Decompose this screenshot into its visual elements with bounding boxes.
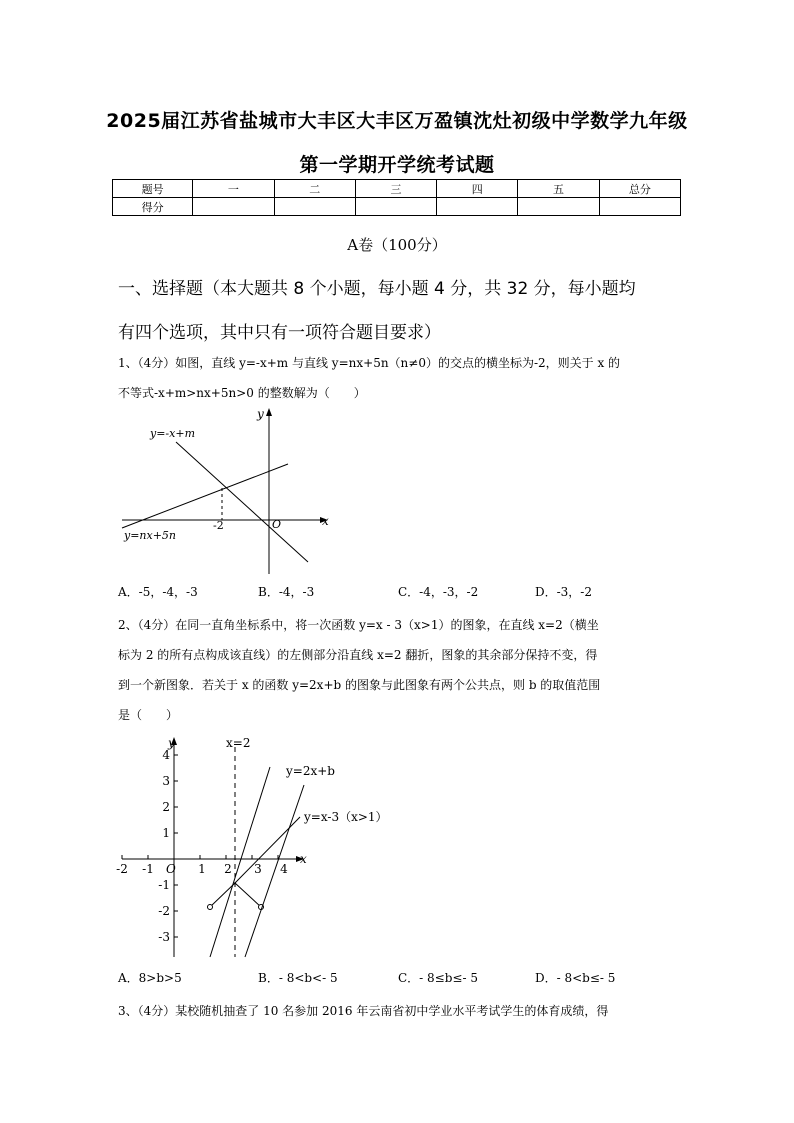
- q2-option-c[interactable]: C．- 8≤b≤- 5: [398, 971, 478, 985]
- y-tick-label: 3: [162, 774, 170, 788]
- q1-figure: [110, 402, 340, 580]
- q1-text-line1: 1、（4分）如图，直线 y=-x+m 与直线 y=nx+5n（n≠0）的交点的横坐标为-2，则关于 x 的: [118, 356, 621, 370]
- x-tick-label: 2: [224, 862, 232, 876]
- label-line-neg-x-plus-m: y=-x+m: [150, 427, 195, 440]
- x-tick-label: -1: [142, 862, 154, 876]
- q2-text-line4: 是（ ）: [118, 708, 179, 722]
- table-cell: 一: [193, 180, 274, 198]
- q2-text-line2: 标为 2 的所有点构成该直线）的左侧部分沿直线 x=2 翻折，图象的其余部分保持不变，得: [118, 648, 598, 662]
- y-tick-label: 1: [162, 826, 170, 840]
- table-cell: 得分: [113, 198, 193, 216]
- table-cell: [193, 198, 274, 216]
- label-y-2x-plus-b: y=2x+b: [286, 764, 335, 778]
- table-cell: 二: [274, 180, 355, 198]
- x-tick-label: 3: [254, 862, 262, 876]
- label-x-axis: x: [300, 852, 307, 866]
- q2-option-a[interactable]: A．8>b>5: [118, 971, 182, 985]
- doc-title-line2: 第一学期开学统考试题: [299, 154, 495, 176]
- table-cell: [518, 198, 599, 216]
- table-cell: 三: [355, 180, 436, 198]
- table-cell: [599, 198, 680, 216]
- label-x-axis: x: [322, 514, 329, 528]
- segment-to-open-point: [235, 883, 261, 907]
- label-x-eq-2: x=2: [226, 736, 251, 750]
- y-tick-label: -1: [158, 878, 170, 892]
- table-cell: [355, 198, 436, 216]
- section-heading-line1: 一、选择题（本大题共 8 个小题，每小题 4 分，共 32 分，每小题均: [118, 279, 636, 299]
- reflected-segment: [210, 883, 235, 907]
- y-tick-label: 2: [162, 800, 170, 814]
- x-tick-label: 1: [198, 862, 206, 876]
- table-cell: 题号: [113, 180, 193, 198]
- y-tick-label: -3: [158, 930, 170, 944]
- table-cell: 总分: [599, 180, 680, 198]
- line-y-x-minus-3: [235, 817, 300, 883]
- label-line-nx-plus-5n: y=nx+5n: [124, 529, 177, 542]
- line-y-neg-x-plus-m: [176, 442, 308, 562]
- q3-text-line1: 3、（4分）某校随机抽查了 10 名参加 2016 年云南省初中学业水平考试学生的体育成绩，得: [118, 1004, 609, 1018]
- y-tick-label: 4: [162, 748, 170, 762]
- q1-option-b[interactable]: B．-4，-3: [258, 585, 315, 599]
- table-cell: 五: [518, 180, 599, 198]
- label-origin: O: [272, 518, 282, 531]
- label-y-axis: y: [257, 407, 264, 421]
- section-heading-line2: 有四个选项，其中只有一项符合题目要求）: [118, 323, 441, 343]
- x-tick-label: 4: [280, 862, 288, 876]
- table-cell: [274, 198, 355, 216]
- q2-text-line1: 2、（4分）在同一直角坐标系中，将一次函数 y=x - 3（x>1）的图象，在直线 x=2（横坐: [118, 618, 599, 632]
- label-y-x-minus-3: y=x-3（x>1）: [304, 810, 388, 824]
- y-axis-arrow: [266, 408, 272, 416]
- q2-option-d[interactable]: D．- 8<b≤- 5: [535, 971, 616, 985]
- table-cell: 四: [437, 180, 518, 198]
- open-point-left: [208, 905, 213, 910]
- q1-text-line2: 不等式-x+m>nx+5n>0 的整数解为（ ）: [118, 386, 366, 400]
- q2-option-b[interactable]: B．- 8<b<- 5: [258, 971, 338, 985]
- q2-text-line3: 到一个新图象．若关于 x 的函数 y=2x+b 的图象与此图象有两个公共点，则 b 的取值范围: [118, 678, 601, 692]
- score-table-score-row: [113, 198, 681, 216]
- q2-figure: [112, 733, 402, 963]
- score-table-header-row: [113, 180, 681, 198]
- q1-option-a[interactable]: A．-5，-4，-3: [118, 585, 198, 599]
- score-table: [112, 179, 681, 216]
- doc-title-line1: 2025届江苏省盐城市大丰区大丰区万盈镇沈灶初级中学数学九年级: [106, 110, 688, 132]
- tick-label-neg2: -2: [213, 519, 224, 532]
- y-tick-label: -2: [158, 904, 170, 918]
- line-y-nx-plus-5n: [122, 464, 288, 528]
- label-y-axis: y: [168, 736, 175, 750]
- label-origin: O: [166, 862, 176, 876]
- q1-option-d[interactable]: D．-3，-2: [535, 585, 593, 599]
- x-tick-label: -2: [116, 862, 128, 876]
- q1-option-c[interactable]: C．-4，-3，-2: [398, 585, 479, 599]
- table-cell: [437, 198, 518, 216]
- volume-label: A卷（100分）: [347, 236, 447, 254]
